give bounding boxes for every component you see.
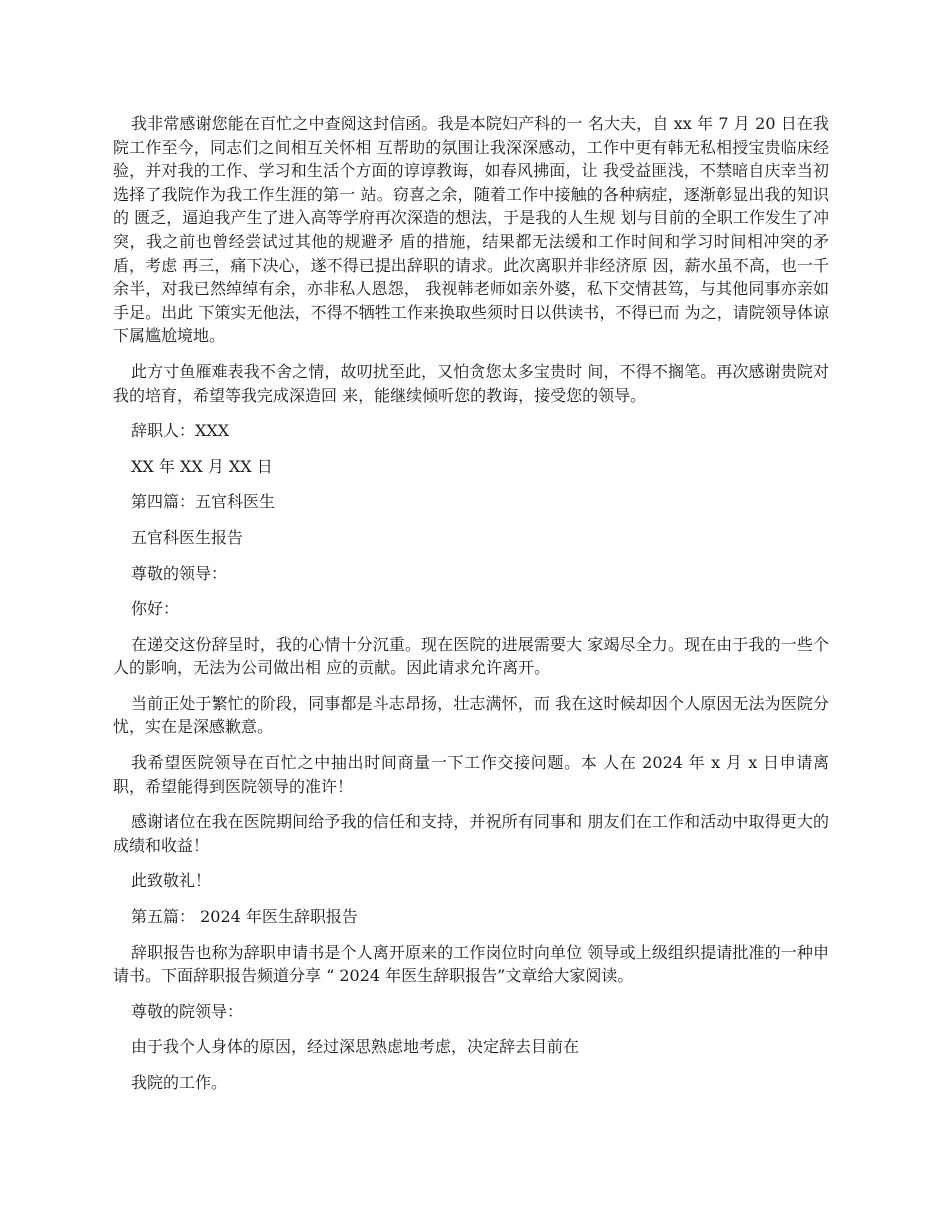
section-heading-5: 第五篇： 2024 年医生辞职报告 <box>131 907 358 927</box>
paragraph-health-reason: 由于我个人身体的原因，经过深思熟虑地考虑，决定辞去目前在 <box>131 1037 580 1057</box>
signature-name: 辞职人：XXX <box>131 421 230 441</box>
paragraph-work-ending: 我院的工作。 <box>131 1073 228 1092</box>
greeting: 你好： <box>131 599 180 619</box>
paragraph-closing-thanks: 此方寸鱼雁难表我不舍之情，故叨扰至此，又怕贪您太多宝贵时 间，不得不搁笔。再次感谢贵院对我的培育，希望等我完成深造回 来，能继续倾听您的教诲，接受您的领导。 <box>113 361 829 405</box>
paragraph-busy-period: 当前正处于繁忙的阶段，同事都是斗志昂扬，壮志满怀，而 我在这时候却因个人原因无法为医院分忧，实在是深感歉意。 <box>113 693 829 737</box>
signature-date: XX 年 XX 月 XX 日 <box>131 456 273 476</box>
paragraph-heavy-heart: 在递交这份辞呈时，我的心情十分沉重。现在医院的进展需要大 家竭尽全力。现在由于我的一些个人的影响，无法为公司做出相 应的贡献。因此请求允许离开。 <box>113 634 829 678</box>
section-heading-4: 第四篇：五官科医生 <box>131 492 276 512</box>
paragraph-definition: 辞职报告也称为辞职申请书是个人离开原来的工作岗位时向单位 领导或上级组织提请批准的一种申请书。下面辞职报告频道分享 “ 2024 年医生辞职报告”文章给大家阅读。 <box>113 942 829 986</box>
salutation-hospital-leader: 尊敬的院领导： <box>131 1001 244 1021</box>
paragraph-gratitude: 感谢诸位在我在医院期间给予我的信任和支持，并祝所有同事和 朋友们在工作和活动中取得更大的成绩和收益！ <box>113 812 829 855</box>
report-title-4: 五官科医生报告 <box>131 527 244 547</box>
document-body <box>113 112 829 1107</box>
closing-salute: 此致敬礼！ <box>131 871 212 891</box>
paragraph-resignation-body: 我非常感谢您能在百忙之中查阅这封信函。我是本院妇产科的一 名大夫，自 xx 年 7 月 20 日在我院工作至今，同志们之间相互关怀相 互帮助的氛围让我深深感动，工作中更有韩无私相授宝贵临床经 验，并对我的工作、学习和生活个方面的谆谆教诲，如春风拂面，让 我受益匪浅，不禁暗自庆幸当初选择了我院作为我工作生涯的第一 站。窃喜之余，随着工作中接触的各种病症，逐渐彰显出我的知识的 匮乏，逼迫我产生了进入高等学府再次深造的想法，于是我的人生规 划与目前的全职工作发生了冲突，我之前也曾经尝试过其他的规避矛 盾的措施，结果都无法缓和工作时间和学习时间相冲突的矛盾，考虑 再三，痛下决心，遂不得已提出辞职的请求。此次离职并非经济原 因，薪水虽不高，也一千余半，对我已然绰绰有余，亦非私人恩怨， 我视韩老师如亲外婆，私下交情甚笃，与其他同事亦亲如手足。出此 下策实无他法，不得不牺牲工作来换取些须时日以供读书，不得已而 为之，请院领导体谅下属尴尬境地。 <box>113 114 829 346</box>
paragraph-handover: 我希望医院领导在百忙之中抽出时间商量一下工作交接问题。本 人在 2024 年 x 月 x 日申请离职，希望能得到医院领导的准许！ <box>113 753 829 796</box>
salutation-leader: 尊敬的领导： <box>131 563 228 583</box>
